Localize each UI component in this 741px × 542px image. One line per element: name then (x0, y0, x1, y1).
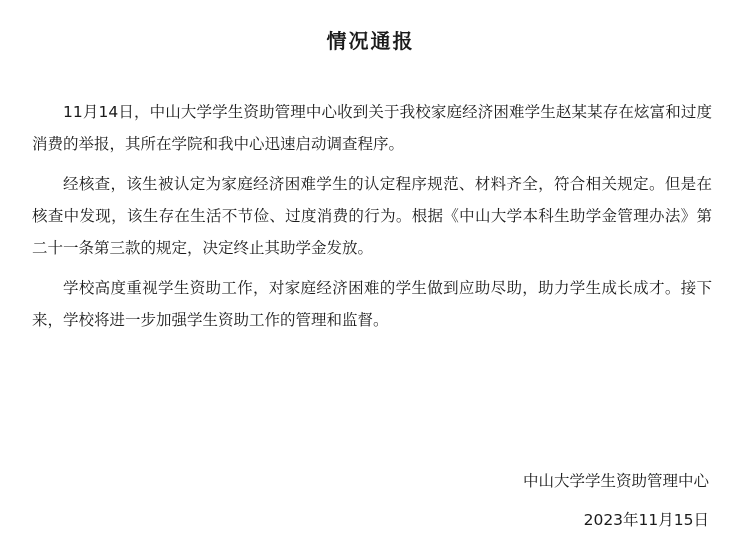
document-title: 情况通报 (326, 29, 415, 53)
signature-date: 2023年11月15日 (583, 511, 709, 529)
paragraph-3: 学校高度重视学生资助工作，对家庭经济困难的学生做到应助尽助，助力学生成长成才。接下来，学校将进一步加强学生资助工作的管理和监督。 (32, 279, 712, 329)
document-body (32, 96, 712, 336)
signature-block (523, 468, 709, 533)
paragraph-1: 11月14日，中山大学学生资助管理中心收到关于我校家庭经济困难学生赵某某存在炫富和过度消费的举报，其所在学院和我中心迅速启动调查程序。 (32, 103, 712, 153)
paragraph-2: 经核查，该生被认定为家庭经济困难学生的认定程序规范、材料齐全，符合相关规定。但是在核查中发现，该生存在生活不节俭、过度消费的行为。根据《中山大学本科生助学金管理办法》第二十一条第三款的规定，决定终止其助学金发放。 (32, 175, 712, 257)
signature-organization: 中山大学学生资助管理中心 (522, 472, 709, 490)
